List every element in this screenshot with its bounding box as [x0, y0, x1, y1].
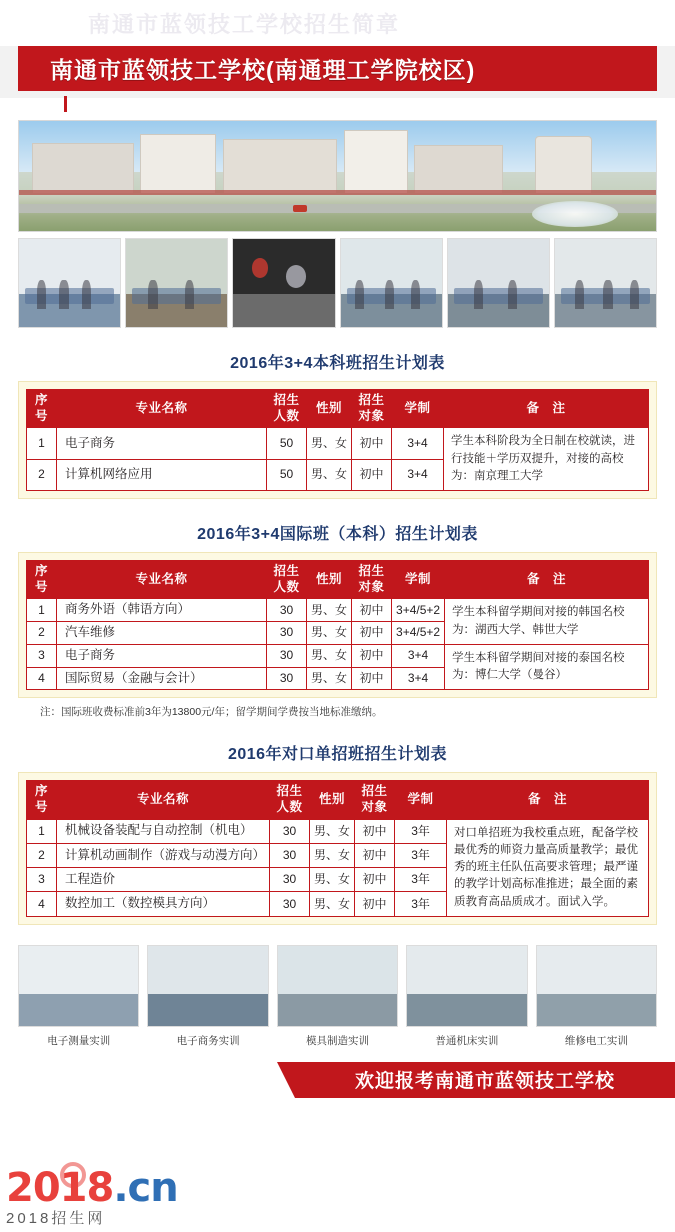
- cell-no: 4: [27, 667, 57, 690]
- cell-sex: 男、女: [307, 599, 352, 622]
- table-header-row: [27, 561, 649, 599]
- logo-wordmark: [6, 1165, 178, 1211]
- cell-system: 3年: [395, 819, 447, 843]
- cell-major: 国际贸易（金融与会计）: [57, 667, 267, 690]
- cell-sex: 男、女: [310, 868, 355, 892]
- training-photo-item: [406, 945, 527, 1048]
- facility-photo: [447, 238, 550, 328]
- cell-note-thailand: 学生本科留学期间对接的泰国名校为：博仁大学（曼谷）: [445, 644, 649, 690]
- th-note: 备 注: [444, 390, 649, 428]
- cell-no: 2: [27, 459, 57, 490]
- section-title-international: 2016年3+4国际班（本科）招生计划表: [197, 526, 478, 543]
- th-sex: 性别: [307, 561, 352, 599]
- footer-ribbon: [295, 1062, 675, 1098]
- cell-count: 30: [267, 667, 307, 690]
- cell-no: 1: [27, 819, 57, 843]
- th-major: 专业名称: [57, 390, 267, 428]
- cell-no: 1: [27, 428, 57, 459]
- header-accent-tick: [64, 96, 67, 112]
- th-system: 学制: [392, 390, 444, 428]
- cell-target: 初中: [352, 428, 392, 459]
- facility-photo: [18, 238, 121, 328]
- th-no: 序号: [27, 390, 57, 428]
- cell-target: 初中: [355, 892, 395, 916]
- training-photo-item: [147, 945, 268, 1048]
- cell-target: 初中: [352, 599, 392, 622]
- hero-building: [140, 134, 216, 193]
- cell-sex: 男、女: [310, 819, 355, 843]
- th-count: 招生人数: [267, 561, 307, 599]
- hero-building: [223, 139, 338, 194]
- cell-major: 机械设备装配与自动控制（机电）: [57, 819, 270, 843]
- training-photo-caption: 模具制造实训: [306, 1034, 370, 1047]
- cell-system: 3年: [395, 868, 447, 892]
- th-no: 序号: [27, 561, 57, 599]
- top-watermark-text: 南通市蓝领技工学校招生简章: [88, 12, 401, 37]
- cell-sex: 男、女: [307, 459, 352, 490]
- th-count: 招生人数: [270, 781, 310, 819]
- hero-building-accent: [19, 190, 656, 195]
- table-row: [27, 599, 649, 622]
- training-photo-caption: 普通机床实训: [435, 1034, 499, 1047]
- table-panel-single-enroll: [18, 772, 657, 925]
- th-note: 备 注: [447, 781, 649, 819]
- training-photo-strip: [18, 945, 657, 1048]
- table-row: [27, 644, 649, 667]
- cell-major: 计算机动画制作（游戏与动漫方向）: [57, 843, 270, 867]
- cell-major: 汽车维修: [57, 622, 267, 645]
- cell-target: 初中: [352, 644, 392, 667]
- th-count: 招生人数: [267, 390, 307, 428]
- cell-sex: 男、女: [310, 892, 355, 916]
- cell-sex: 男、女: [307, 667, 352, 690]
- cell-target: 初中: [355, 819, 395, 843]
- th-target: 招生对象: [352, 390, 392, 428]
- plan-table-international: [26, 560, 649, 690]
- cell-sex: 男、女: [310, 843, 355, 867]
- cell-count: 30: [270, 819, 310, 843]
- training-photo: [18, 945, 139, 1027]
- cell-system: 3+4/5+2: [392, 599, 445, 622]
- cell-no: 2: [27, 843, 57, 867]
- cell-target: 初中: [355, 868, 395, 892]
- logo-main: 2018: [6, 1165, 114, 1211]
- cell-count: 30: [270, 843, 310, 867]
- cell-target: 初中: [352, 667, 392, 690]
- logo-subtitle: 2018招生网: [6, 1210, 106, 1227]
- training-photo: [277, 945, 398, 1027]
- facility-photo: [340, 238, 443, 328]
- hero-building: [32, 143, 134, 194]
- table-header-row: [27, 390, 649, 428]
- training-photo: [406, 945, 527, 1027]
- th-target: 招生对象: [355, 781, 395, 819]
- cell-count: 50: [267, 428, 307, 459]
- training-photo-item: [536, 945, 657, 1048]
- cell-no: 2: [27, 622, 57, 645]
- cell-major: 工程造价: [57, 868, 270, 892]
- training-photo: [536, 945, 657, 1027]
- cell-system: 3+4: [392, 667, 445, 690]
- cell-major: 电子商务: [57, 644, 267, 667]
- training-photo: [147, 945, 268, 1027]
- section-title-undergrad: 2016年3+4本科班招生计划表: [230, 355, 445, 372]
- plan-table-undergrad: [26, 389, 649, 491]
- training-photo-item: [18, 945, 139, 1048]
- cell-major: 电子商务: [57, 428, 267, 459]
- cell-count: 30: [270, 868, 310, 892]
- cell-count: 30: [270, 892, 310, 916]
- th-sex: 性别: [310, 781, 355, 819]
- th-system: 学制: [395, 781, 447, 819]
- hero-car: [293, 205, 307, 212]
- table-panel-undergrad: [18, 381, 657, 499]
- cell-major: 数控加工（数控模具方向）: [57, 892, 270, 916]
- th-major: 专业名称: [57, 781, 270, 819]
- cell-no: 4: [27, 892, 57, 916]
- cell-sex: 男、女: [307, 428, 352, 459]
- cell-count: 30: [267, 599, 307, 622]
- table-row: [27, 428, 649, 459]
- cell-no: 1: [27, 599, 57, 622]
- cell-system: 3年: [395, 892, 447, 916]
- facility-photo: [232, 238, 335, 328]
- table-panel-international: [18, 552, 657, 698]
- cell-note: 学生本科阶段为全日制在校就读，进行技能＋学历双提升，对接的高校为：南京理工大学: [444, 428, 649, 491]
- cell-target: 初中: [352, 459, 392, 490]
- site-watermark-logo: [6, 1165, 178, 1227]
- cell-note-korea: 学生本科留学期间对接的韩国名校为：湖西大学、韩世大学: [445, 599, 649, 645]
- cell-no: 3: [27, 868, 57, 892]
- training-photo-caption: 电子商务实训: [176, 1034, 240, 1047]
- training-photo-caption: 电子测量实训: [47, 1034, 111, 1047]
- th-target: 招生对象: [352, 561, 392, 599]
- hero-building: [414, 145, 503, 193]
- th-sex: 性别: [307, 390, 352, 428]
- cell-count: 30: [267, 644, 307, 667]
- cell-target: 初中: [352, 622, 392, 645]
- cell-no: 3: [27, 644, 57, 667]
- facility-photo: [554, 238, 657, 328]
- logo-ring-icon: [60, 1162, 86, 1188]
- cell-count: 50: [267, 459, 307, 490]
- footnote-international: 注：国际班收费标准前3年为13800元/年；留学期间学费按当地标准缴纳。: [40, 706, 383, 719]
- th-note: 备 注: [445, 561, 649, 599]
- cell-count: 30: [267, 622, 307, 645]
- cell-system: 3+4/5+2: [392, 622, 445, 645]
- footer-slogan: 欢迎报考南通市蓝领技工学校: [354, 1071, 615, 1093]
- hero-building: [535, 136, 592, 193]
- cell-system: 3+4: [392, 428, 444, 459]
- th-major: 专业名称: [57, 561, 267, 599]
- th-system: 学制: [392, 561, 445, 599]
- header-band: [0, 46, 675, 98]
- cell-target: 初中: [355, 843, 395, 867]
- cell-system: 3年: [395, 843, 447, 867]
- hero-building: [344, 130, 408, 194]
- table-row: [27, 819, 649, 843]
- hero-fountain: [532, 201, 618, 227]
- header-ribbon: [18, 46, 657, 91]
- plan-table-single-enroll: [26, 780, 649, 917]
- facility-photo-strip: [18, 238, 657, 328]
- logo-suffix: .cn: [113, 1165, 178, 1211]
- cell-major: 商务外语（韩语方向）: [57, 599, 267, 622]
- campus-hero-photo: [18, 120, 657, 232]
- table-header-row: [27, 781, 649, 819]
- top-watermark: [0, 0, 675, 46]
- th-no: 序号: [27, 781, 57, 819]
- page-title: 南通市蓝领技工学校(南通理工学院校区): [50, 57, 476, 83]
- training-photo-caption: 维修电工实训: [564, 1034, 628, 1047]
- footer-band: [0, 1062, 675, 1102]
- cell-sex: 男、女: [307, 644, 352, 667]
- section-title-single-enroll: 2016年对口单招班招生计划表: [227, 746, 448, 764]
- cell-system: 3+4: [392, 459, 444, 490]
- cell-note: 对口单招班为我校重点班，配备学校最优秀的师资力量高质量教学；最优秀的班主任队伍高要求管理；最严谨的教学计划高标准推进；最全面的素质教育高品质成才。面试入学。: [447, 819, 649, 916]
- cell-system: 3+4: [392, 644, 445, 667]
- facility-photo: [125, 238, 228, 328]
- cell-major: 计算机网络应用: [57, 459, 267, 490]
- cell-sex: 男、女: [307, 622, 352, 645]
- training-photo-item: [277, 945, 398, 1048]
